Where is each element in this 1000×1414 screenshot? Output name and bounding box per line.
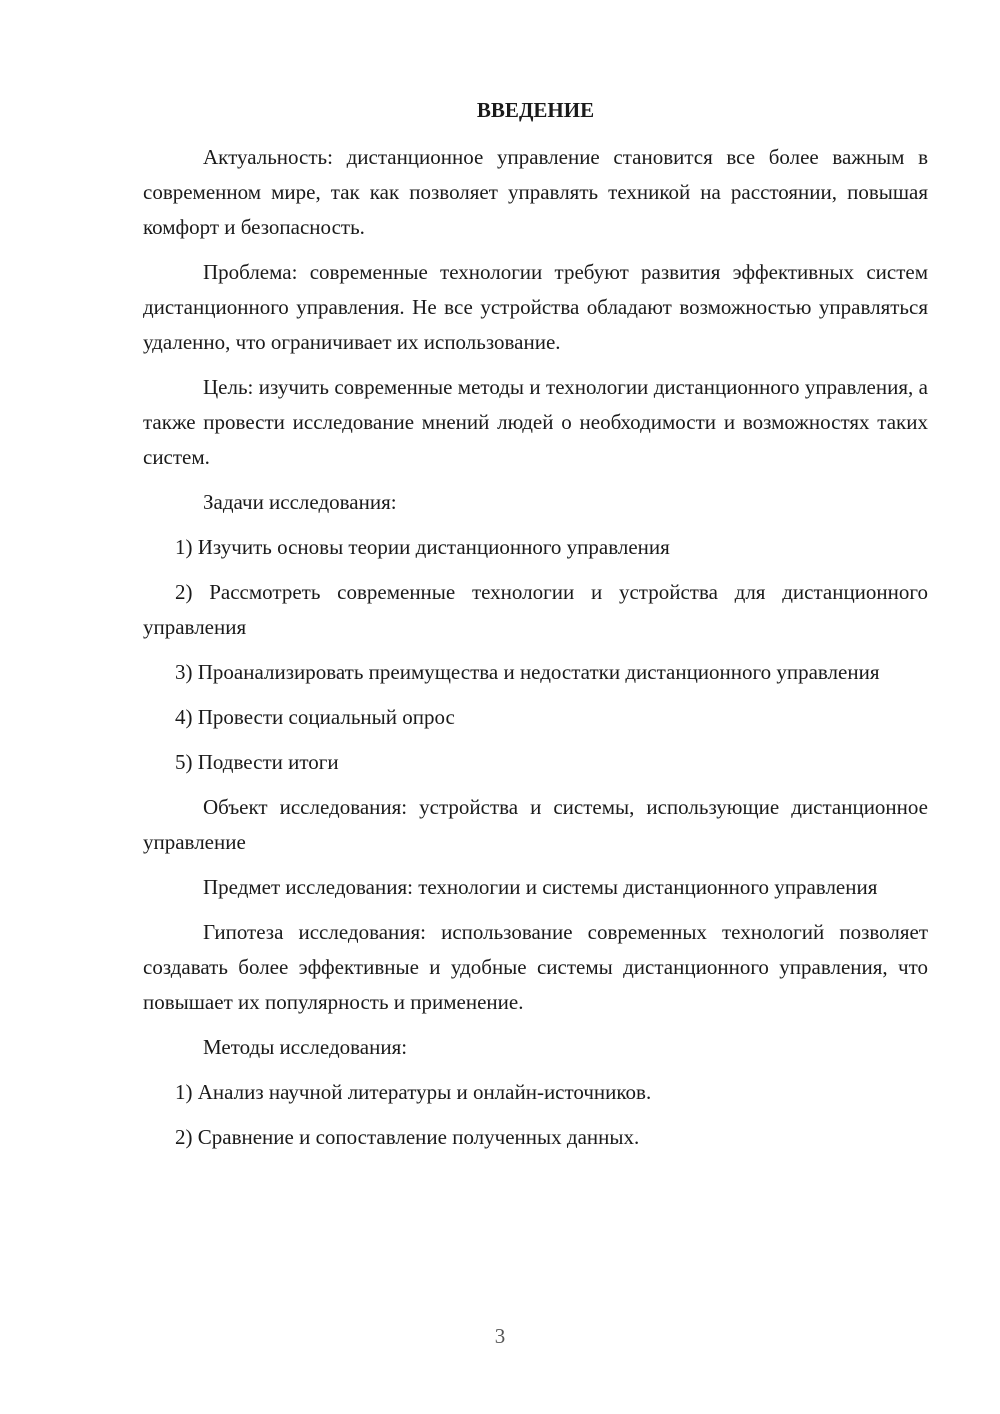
object-paragraph: Объект исследования: устройства и системы, использующие дистанционное управление (143, 795, 928, 854)
method-item: 1) Анализ научной литературы и онлайн-источников. (175, 1080, 652, 1104)
method-item: 2) Сравнение и сопоставление полученных данных. (175, 1125, 640, 1149)
methods-heading: Методы исследования: (203, 1035, 408, 1059)
task-item: 3) Проанализировать преимущества и недостатки дистанционного управления (175, 660, 880, 684)
goal-paragraph: Цель: изучить современные методы и технологии дистанционного управления, а также провести исследование мнений людей о необходимости и возможностях таких систем. (143, 375, 928, 469)
subject-paragraph: Предмет исследования: технологии и системы дистанционного управления (203, 875, 878, 899)
page-number: 3 (494, 1324, 506, 1348)
task-item: 1) Изучить основы теории дистанционного управления (175, 535, 670, 559)
task-item: 5) Подвести итоги (175, 750, 339, 774)
section-title: ВВЕДЕНИЕ (476, 98, 595, 122)
relevance-paragraph: Актуальность: дистанционное управление становится все более важным в современном мире, так как позволяет управлять техникой на расстоянии, повышая комфорт и безопасность. (143, 145, 928, 239)
tasks-heading: Задачи исследования: (203, 490, 397, 514)
task-item: 2) Рассмотреть современные технологии и устройства для дистанционного управления (143, 580, 928, 639)
document-page (143, 96, 928, 1165)
hypothesis-paragraph: Гипотеза исследования: использование современных технологий позволяет создавать более эффективные и удобные системы дистанционного управления, что повышает их популярность и применение. (143, 920, 928, 1014)
task-item: 4) Провести социальный опрос (175, 705, 455, 729)
problem-paragraph: Проблема: современные технологии требуют развития эффективных систем дистанционного управления. Не все устройства обладают возможностью управляться удаленно, что ограничивает их использование. (143, 260, 928, 354)
